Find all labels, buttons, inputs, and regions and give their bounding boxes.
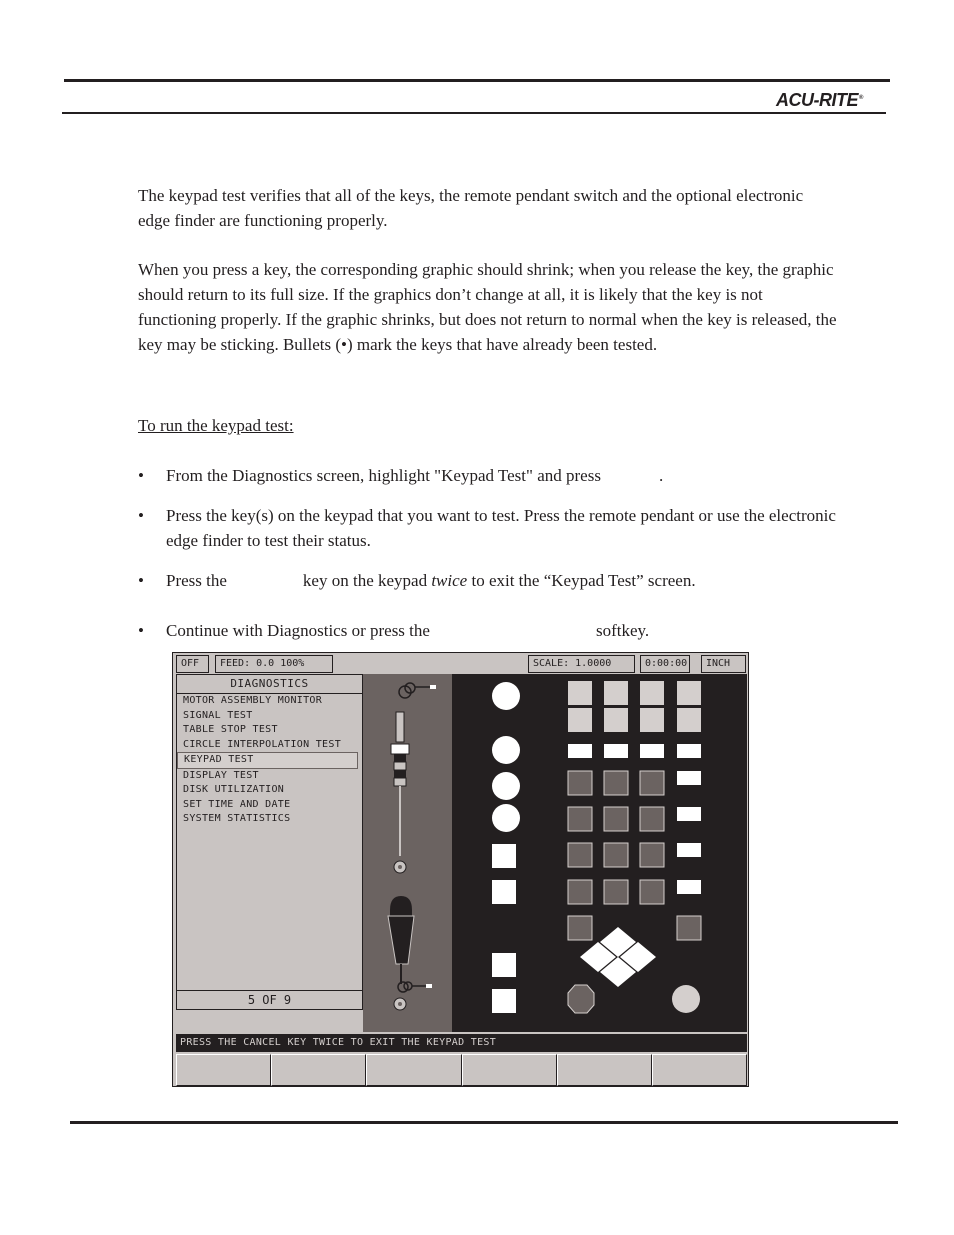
start-key-icon[interactable] [672,985,700,1013]
menu-item-display-test[interactable]: DISPLAY TEST [183,769,259,781]
header-subrule [62,112,886,114]
keypad-key-icon[interactable] [640,880,664,904]
pendant-panel [363,674,452,1032]
status-time: 0:00:00 [640,655,690,673]
acu-rite-logo: ACU-RITE® [776,90,863,110]
stop-key-icon[interactable] [568,985,594,1013]
keypad-key-icon[interactable] [604,744,628,758]
keypad-key-icon[interactable] [492,736,520,764]
bullet-marker: • [138,466,144,485]
keypad-key-icon[interactable] [604,771,628,795]
softkey-bar [176,1054,747,1086]
keypad-key-icon[interactable] [677,771,701,785]
keypad-key-icon[interactable] [492,682,520,710]
intro-paragraph: The keypad test verifies that all of the keys, the remote pendant switch and the optional electronic edge finder are functioning properly. [138,186,804,230]
menu-item-set-time-and-date[interactable]: SET TIME AND DATE [183,798,291,810]
keypad-key-icon[interactable] [492,989,516,1013]
keypad-key-icon[interactable] [568,807,592,831]
softkey-2[interactable] [271,1054,366,1086]
menu-item-motor-assembly-monitor[interactable]: MOTOR ASSEMBLY MONITOR [183,695,323,706]
keypad-key-icon[interactable] [492,772,520,800]
softkey-4[interactable] [462,1054,557,1086]
keypad-key-icon[interactable] [604,708,628,732]
keypad-key-icon[interactable] [604,681,628,705]
status-units: INCH [701,655,746,673]
menu-item-circle-interpolation-test[interactable]: CIRCLE INTERPOLATION TEST [183,738,342,750]
procedure-heading: To run the keypad test: [138,416,294,435]
keypad-key-icon[interactable] [677,843,701,857]
keypad-key-icon[interactable] [640,708,664,732]
bullet-marker: • [138,506,144,525]
remote-pendant-icon[interactable] [388,896,432,1010]
keypad-key-icon[interactable] [640,681,664,705]
status-feed: FEED: 0.0 100% [215,655,333,673]
keypad-key-icon[interactable] [677,807,701,821]
keypad-key-icon[interactable] [677,681,701,705]
softkey-1[interactable] [176,1054,271,1086]
keypad-key-icon[interactable] [640,744,664,758]
behavior-paragraph: When you press a key, the corresponding graphic should shrink; when you release the key, the graphic should return to its full size. If the graphics don’t change at all, it is likely that the key is not functioning properly. If the graphic shrinks, but does not return to normal when the key is released, the key may be sticking. Bullets (•) mark the keys that have already been tested. [138,260,837,354]
keypad-key-icon[interactable] [677,880,701,894]
menu-item-table-stop-test[interactable]: TABLE STOP TEST [183,724,278,735]
status-message: PRESS THE CANCEL KEY TWICE TO EXIT THE KEYPAD TEST [176,1034,747,1052]
keypad-key-icon[interactable] [568,681,592,705]
keypad-key-icon[interactable] [568,843,592,867]
keypad-key-icon[interactable] [492,804,520,832]
keypad-key-icon[interactable] [640,843,664,867]
keypad-key-icon[interactable] [677,744,701,758]
keypad-key-icon[interactable] [568,708,592,732]
keypad-key-icon[interactable] [492,953,516,977]
footer-rule [70,1121,898,1124]
softkey-3[interactable] [366,1054,461,1086]
keypad-key-icon[interactable] [568,744,592,758]
softkey-6[interactable] [652,1054,747,1086]
menu-item-system-statistics[interactable]: SYSTEM STATISTICS [183,813,291,824]
edge-finder-icon[interactable] [391,683,436,873]
keypad-key-icon[interactable] [640,807,664,831]
softkey-5[interactable] [557,1054,652,1086]
diagnostics-menu [176,674,363,1010]
status-mode: OFF [176,655,209,673]
keypad-key-icon[interactable] [568,916,592,940]
keypad-key-icon[interactable] [640,771,664,795]
menu-title: DIAGNOSTICS [177,675,362,694]
keypad-key-icon[interactable] [604,843,628,867]
keypad-graphic [452,674,747,1032]
status-scale: SCALE: 1.0000 [528,655,635,673]
menu-item-keypad-test[interactable]: KEYPAD TEST [177,752,358,769]
keypad-key-icon[interactable] [568,880,592,904]
menu-item-disk-utilization[interactable]: DISK UTILIZATION [183,784,285,795]
header-rule [64,79,890,82]
keypad-key-icon[interactable] [492,880,516,904]
menu-page-indicator: 5 OF 9 [177,990,362,1009]
bullet-marker: • [138,621,144,640]
menu-item-signal-test[interactable]: SIGNAL TEST [183,709,253,721]
keypad-key-icon[interactable] [677,708,701,732]
keypad-key-icon[interactable] [568,771,592,795]
bullet-marker: • [138,571,144,590]
keypad-test-screenshot [172,652,749,1087]
keypad-key-icon[interactable] [604,880,628,904]
keypad-key-icon[interactable] [492,844,516,868]
keypad-key-icon[interactable] [604,807,628,831]
keypad-key-icon[interactable] [677,916,701,940]
